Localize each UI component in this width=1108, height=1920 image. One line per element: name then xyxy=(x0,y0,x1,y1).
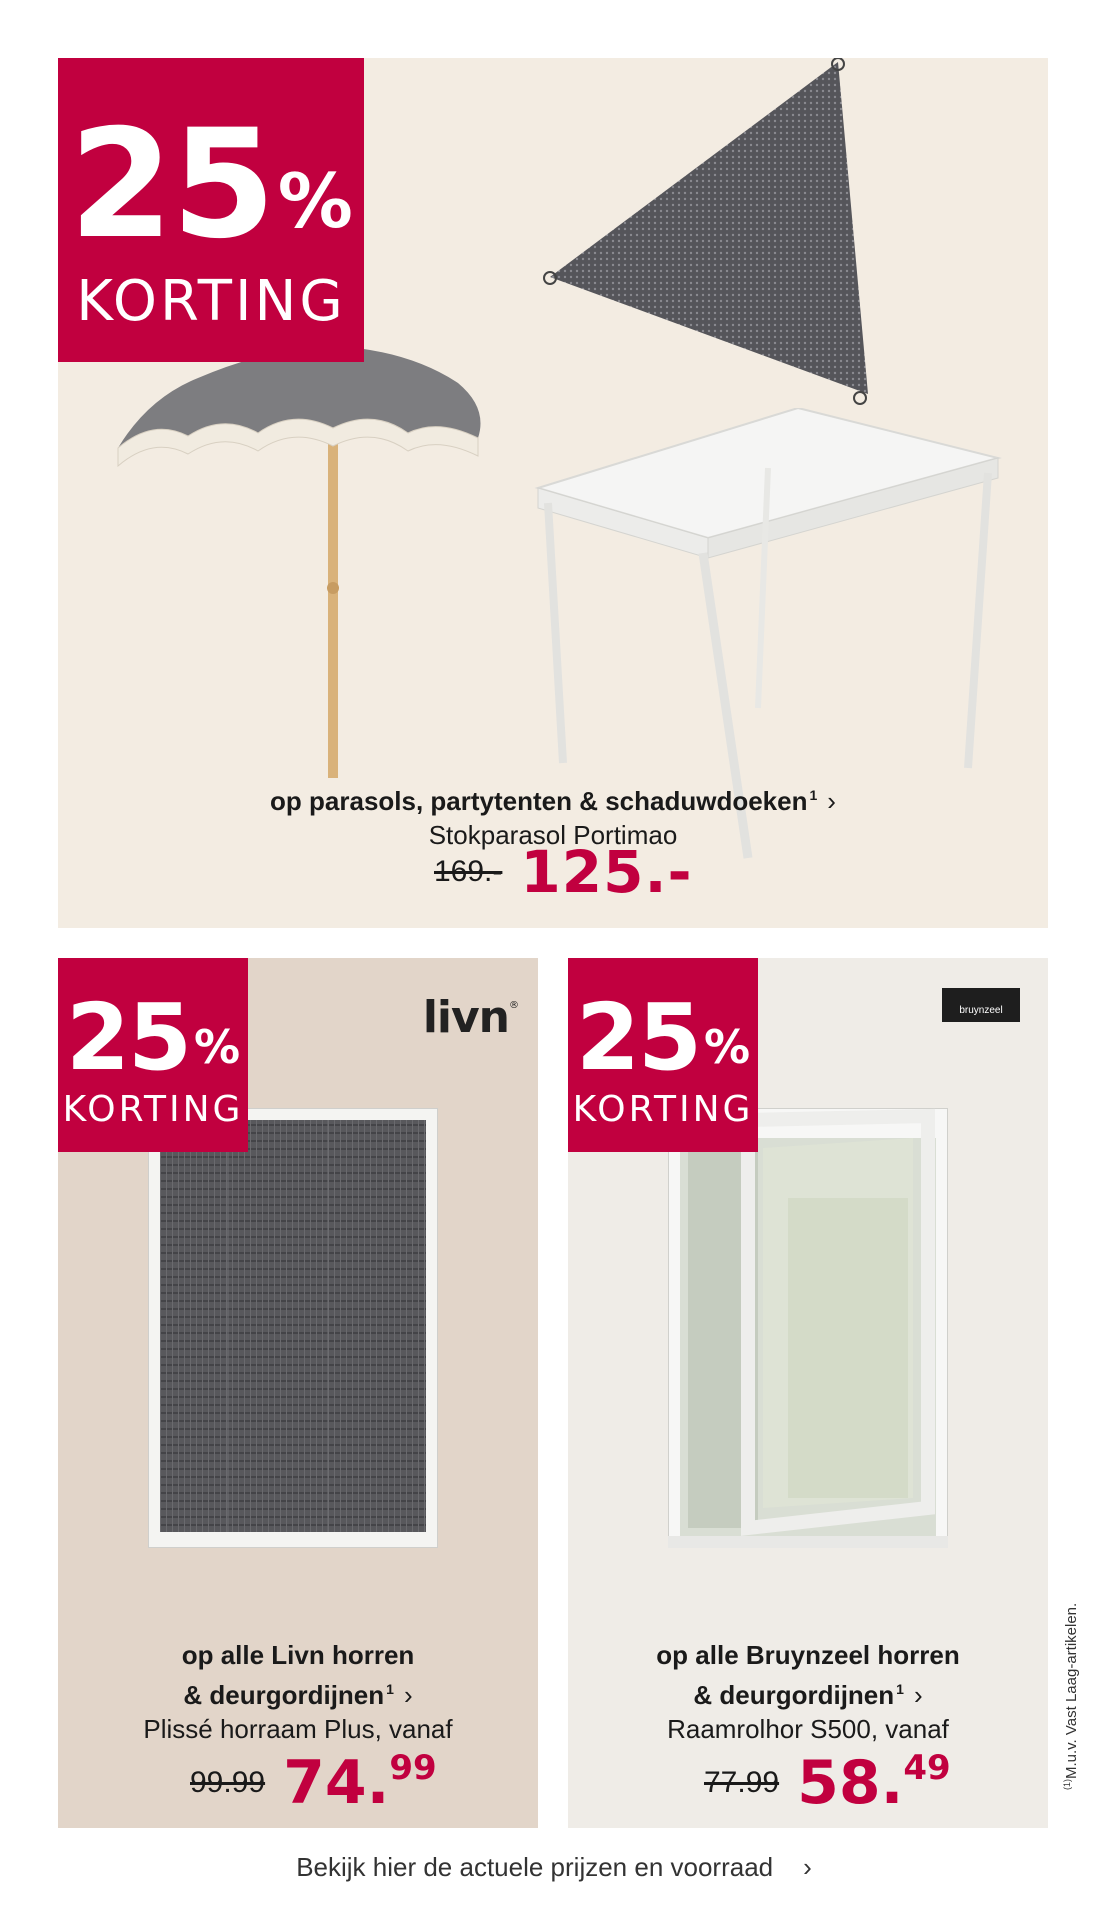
product-caption xyxy=(568,1638,1048,1746)
category-link-line1[interactable]: op alle Livn horren xyxy=(181,1640,415,1670)
old-price: 169.- xyxy=(434,855,503,888)
bruynzeel-promo-card[interactable] xyxy=(568,958,1048,1828)
footnote: $^{(1)}$M.u.v. Vast Laag-artikelen. xyxy=(1062,1602,1080,1790)
window-screen-image xyxy=(668,1108,948,1548)
category-link-line1[interactable]: op alle Bruynzeel horren xyxy=(656,1640,960,1670)
chevron-right-icon: › xyxy=(913,1680,923,1710)
parasol-promo-card[interactable] xyxy=(58,58,1048,928)
category-link-line2[interactable]: & deurgordijnen $^1$ › xyxy=(183,1680,413,1710)
old-price: 77.99 xyxy=(704,1766,780,1799)
livn-promo-card[interactable] xyxy=(58,958,538,1828)
view-prices-label: Bekijk hier de actuele prijzen en voorraad xyxy=(296,1852,774,1882)
category-link-line2[interactable]: & deurgordijnen $^1$ › xyxy=(693,1680,923,1710)
chevron-right-icon: › xyxy=(403,1680,413,1710)
old-price: 99.99 xyxy=(190,1766,266,1799)
product-name: Stokparasol Portimao xyxy=(428,820,678,850)
price xyxy=(434,838,693,906)
new-price: 125.- xyxy=(520,838,693,906)
product-name: Plissé horraam Plus, vanaf xyxy=(143,1714,453,1744)
product-caption xyxy=(58,1638,538,1746)
new-price: 74.99 xyxy=(283,1748,437,1818)
discount-percent: 25% xyxy=(69,98,353,272)
bruynzeel-logo: bruynzeel xyxy=(942,988,1020,1022)
product-name: Raamrolhor S500, vanaf xyxy=(667,1714,949,1744)
livn-logo: livn® xyxy=(422,992,518,1043)
discount-percent: 25% xyxy=(575,984,751,1091)
discount-percent: 25% xyxy=(65,984,241,1091)
discount-badge xyxy=(58,58,364,362)
parasol-image xyxy=(108,338,488,788)
price xyxy=(704,1748,951,1818)
new-price: 58.49 xyxy=(797,1748,951,1818)
discount-label: KORTING xyxy=(572,1089,754,1130)
pleated-screen-image xyxy=(148,1108,438,1548)
chevron-right-icon: › xyxy=(827,786,836,816)
discount-badge xyxy=(568,958,758,1152)
chevron-right-icon: › xyxy=(803,1852,812,1882)
shade-sail-image xyxy=(488,58,868,418)
discount-label: KORTING xyxy=(76,269,346,334)
discount-label: KORTING xyxy=(62,1089,244,1130)
discount-badge xyxy=(58,958,248,1152)
price xyxy=(190,1748,437,1818)
category-link[interactable]: op parasols, partytenten & schaduwdoeken $^1$ › xyxy=(270,786,836,816)
view-prices-link[interactable] xyxy=(0,1852,1108,1883)
